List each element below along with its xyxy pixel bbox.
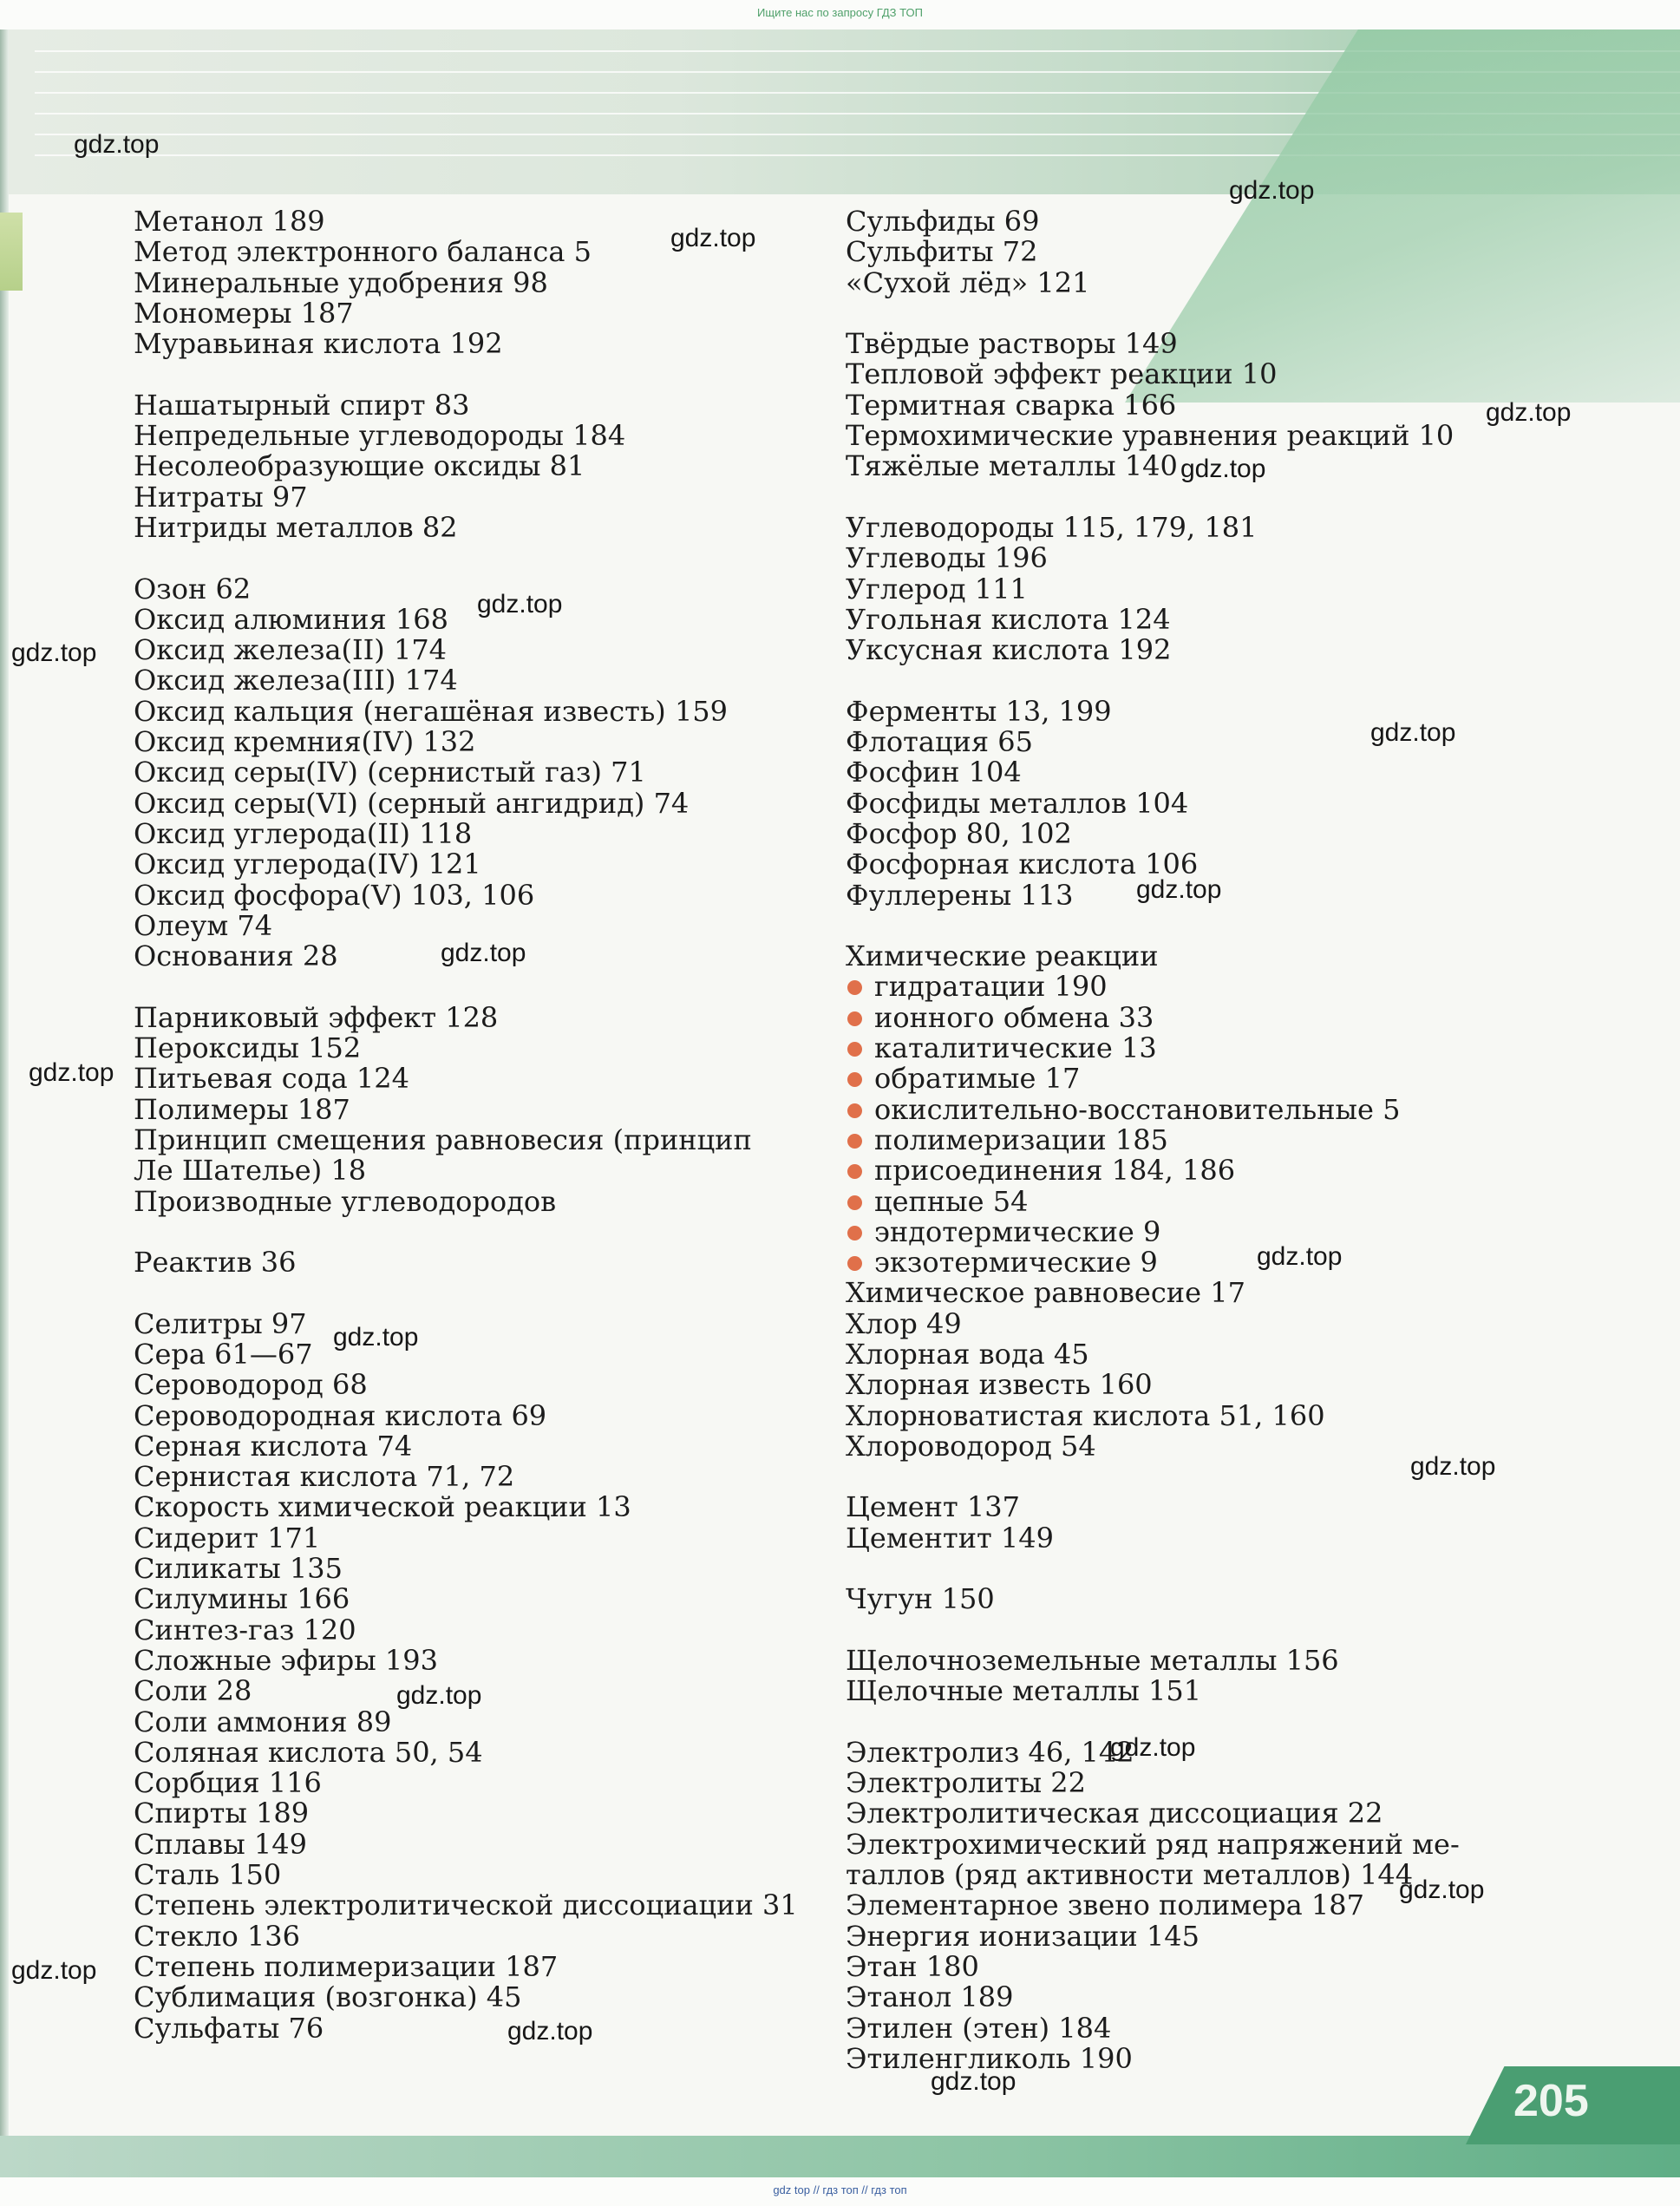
index-subentry-text: ионного обмена 33 xyxy=(874,1000,1154,1034)
index-entry: Ле Шателье) 18 xyxy=(134,1154,367,1188)
index-entry: Угольная кислота 124 xyxy=(846,602,1171,636)
group-gap xyxy=(134,1278,798,1308)
bullet-icon xyxy=(847,1195,862,1210)
bottom-banner xyxy=(0,2177,1680,2206)
index-entry: Оксид железа(II) 174 xyxy=(134,633,448,667)
index-entry: Оксид углерода(II) 118 xyxy=(134,816,473,850)
watermark: gdz.top xyxy=(74,130,160,159)
index-subentry xyxy=(846,1247,1460,1278)
index-entry: Олеум 74 xyxy=(134,908,273,942)
index-subentry xyxy=(846,1000,1460,1034)
index-subentry-text: цепные 54 xyxy=(874,1184,1029,1218)
group-gap xyxy=(134,1217,798,1247)
index-entry: Основания 28 xyxy=(134,939,338,973)
index-entry: Термитная сварка 166 xyxy=(846,388,1177,422)
index-entry: Сложные эфиры 193 xyxy=(134,1643,438,1677)
index-entry: Полимеры 187 xyxy=(134,1092,350,1126)
index-entry: Щелочные металлы 151 xyxy=(846,1674,1202,1708)
index-entry: Соляная кислота 50, 54 xyxy=(134,1735,483,1769)
index-entry: Сублимация (возгонка) 45 xyxy=(134,1980,522,2014)
watermark: gdz.top xyxy=(1229,176,1315,205)
index-entry: Углеводороды 115, 179, 181 xyxy=(846,510,1258,544)
index-entry: Хлороводород 54 xyxy=(846,1429,1096,1463)
index-entry: Минеральные удобрения 98 xyxy=(134,265,548,299)
watermark: gdz.top xyxy=(1370,718,1456,747)
watermark: gdz.top xyxy=(1486,398,1572,427)
index-entry: Парниковый эффект 128 xyxy=(134,1000,499,1034)
index-subentry xyxy=(846,1033,1460,1064)
index-entry: Соли 28 xyxy=(134,1674,252,1708)
index-entry: Химическое равновесие 17 xyxy=(846,1276,1245,1310)
index-entry: Сера 61—67 xyxy=(134,1337,313,1371)
index-entry: Оксид железа(III) 174 xyxy=(134,664,458,697)
index-entry: Мономеры 187 xyxy=(134,296,354,330)
index-entry: Углерод 111 xyxy=(846,572,1028,606)
bullet-icon xyxy=(847,1256,862,1271)
index-left-column xyxy=(134,206,798,2044)
index-entry: Пероксиды 152 xyxy=(134,1031,362,1065)
group-gap xyxy=(846,665,1460,696)
index-subentry xyxy=(846,1155,1460,1186)
bottom-banner-text: gdz top // гдз топ // гдз топ xyxy=(773,2183,907,2196)
index-entry: Муравьиная кислота 192 xyxy=(134,327,503,361)
index-subentry-text: каталитические 13 xyxy=(874,1031,1157,1065)
index-entry: Степень полимеризации 187 xyxy=(134,1949,559,1983)
index-entry: таллов (ряд активности металлов) 144 xyxy=(846,1858,1414,1892)
bullet-icon xyxy=(847,1134,862,1149)
index-entry: Питьевая сода 124 xyxy=(134,1062,409,1096)
index-entry: Силикаты 135 xyxy=(134,1552,343,1586)
index-right-column xyxy=(846,206,1460,2074)
watermark: gdz.top xyxy=(333,1323,419,1352)
index-subentry xyxy=(846,1092,1460,1126)
index-entry: Щелочноземельные металлы 156 xyxy=(846,1643,1339,1677)
index-entry: Уксусная кислота 192 xyxy=(846,633,1172,667)
bullet-icon xyxy=(847,1103,862,1118)
bullet-icon xyxy=(847,1072,862,1087)
index-entry: Твёрдые растворы 149 xyxy=(846,327,1178,361)
index-entry: Нитриды металлов 82 xyxy=(134,510,458,544)
bullet-icon xyxy=(847,1011,862,1026)
index-entry: Сульфаты 76 xyxy=(134,2011,324,2045)
index-subentry xyxy=(846,1125,1460,1155)
index-entry: Степень электролитической диссоциации 31 xyxy=(134,1889,798,1922)
index-entry: Селитры 97 xyxy=(134,1306,307,1340)
watermark: gdz.top xyxy=(1110,1733,1196,1762)
index-entry: Стекло 136 xyxy=(134,1919,300,1953)
index-subentry xyxy=(846,1184,1460,1218)
index-subentry xyxy=(846,1064,1460,1094)
index-entry: Сероводород 68 xyxy=(134,1368,368,1402)
index-subentry-text: гидратации 190 xyxy=(874,970,1108,1004)
index-entry: Сплавы 149 xyxy=(134,1827,307,1861)
index-entry: Термохимические уравнения реакций 10 xyxy=(846,419,1454,453)
index-entry: Нитраты 97 xyxy=(134,480,308,514)
chapter-tab xyxy=(0,213,23,291)
watermark: gdz.top xyxy=(1399,1875,1485,1904)
bullet-icon xyxy=(847,1164,862,1179)
index-entry: Фосфиды металлов 104 xyxy=(846,786,1189,820)
index-entry: Сталь 150 xyxy=(134,1858,282,1892)
group-gap xyxy=(846,911,1460,941)
index-entry: Фосфор 80, 102 xyxy=(846,816,1072,850)
index-entry: Несолеобразующие оксиды 81 xyxy=(134,449,585,483)
index-entry: Нашатырный спирт 83 xyxy=(134,388,470,422)
top-banner-text: Ищите нас по запросу ГДЗ ТОП xyxy=(757,6,923,19)
page-number: 205 xyxy=(1513,2076,1589,2126)
index-subentry-text: окислительно-восстановительные 5 xyxy=(874,1092,1401,1126)
bullet-icon xyxy=(847,1042,862,1057)
watermark: gdz.top xyxy=(29,1058,114,1087)
index-entry: Фуллерены 113 xyxy=(846,878,1074,912)
index-entry: Электролиты 22 xyxy=(846,1766,1086,1800)
index-entry: Сорбция 116 xyxy=(134,1766,322,1800)
index-entry: Электрохимический ряд напряжений ме- xyxy=(846,1827,1460,1861)
group-gap xyxy=(846,298,1460,329)
index-entry: Фосфин 104 xyxy=(846,756,1022,789)
index-entry: Этан 180 xyxy=(846,1949,979,1983)
index-entry: Оксид углерода(IV) 121 xyxy=(134,848,481,881)
index-entry: Тяжёлые металлы 140 xyxy=(846,449,1178,483)
index-subentry xyxy=(846,972,1460,1002)
index-entry: Оксид кремния(IV) 132 xyxy=(134,725,476,759)
index-entry: Серная кислота 74 xyxy=(134,1429,413,1463)
watermark: gdz.top xyxy=(1136,875,1222,904)
page-edge xyxy=(0,29,9,2177)
index-entry: Непредельные углеводороды 184 xyxy=(134,419,626,453)
watermark: gdz.top xyxy=(11,1956,97,1985)
index-entry: Сернистая кислота 71, 72 xyxy=(134,1460,515,1494)
index-subentry-text: эндотермические 9 xyxy=(874,1214,1161,1248)
group-gap xyxy=(846,1615,1460,1646)
index-entry: Реактив 36 xyxy=(134,1246,297,1280)
index-subentry-text: экзотермические 9 xyxy=(874,1246,1158,1280)
index-entry: Силумины 166 xyxy=(134,1582,350,1616)
index-entry: Углеводы 196 xyxy=(846,541,1048,575)
index-entry: Химические реакции xyxy=(846,939,1159,973)
index-entry: Озон 62 xyxy=(134,572,252,606)
index-entry: Синтез-газ 120 xyxy=(134,1613,356,1646)
index-entry: Электролитическая диссоциация 22 xyxy=(846,1797,1383,1830)
index-entry: Спирты 189 xyxy=(134,1797,310,1830)
watermark: gdz.top xyxy=(931,2067,1016,2096)
index-entry: Энергия ионизации 145 xyxy=(846,1919,1200,1953)
group-gap xyxy=(134,359,798,389)
group-gap xyxy=(846,1554,1460,1584)
watermark: gdz.top xyxy=(670,224,756,252)
index-entry: Производные углеводородов xyxy=(134,1184,557,1218)
index-subentry-text: обратимые 17 xyxy=(874,1062,1081,1096)
index-entry: Этиленгликоль 190 xyxy=(846,2041,1133,2075)
group-gap xyxy=(846,1462,1460,1492)
index-entry: Оксид алюминия 168 xyxy=(134,602,448,636)
index-entry: «Сухой лёд» 121 xyxy=(846,265,1090,299)
index-subentry-text: полимеризации 185 xyxy=(874,1123,1168,1156)
index-entry: Цементит 149 xyxy=(846,1521,1054,1555)
index-entry: Сероводородная кислота 69 xyxy=(134,1398,547,1432)
index-entry: Цемент 137 xyxy=(846,1490,1020,1524)
index-entry: Ферменты 13, 199 xyxy=(846,694,1112,728)
index-entry: Тепловой эффект реакции 10 xyxy=(846,357,1278,391)
index-entry: Сульфиды 69 xyxy=(846,205,1040,238)
bullet-icon xyxy=(847,1226,862,1240)
index-entry: Хлорная известь 160 xyxy=(846,1368,1153,1402)
index-entry: Оксид фосфора(V) 103, 106 xyxy=(134,878,535,912)
top-banner xyxy=(0,0,1680,29)
index-entry: Фосфорная кислота 106 xyxy=(846,848,1199,881)
group-gap xyxy=(134,543,798,573)
index-entry: Сидерит 171 xyxy=(134,1521,321,1555)
index-entry: Хлор 49 xyxy=(846,1306,962,1340)
index-entry: Оксид серы(IV) (сернистый газ) 71 xyxy=(134,756,646,789)
group-gap xyxy=(846,482,1460,513)
index-entry: Соли аммония 89 xyxy=(134,1705,392,1738)
watermark: gdz.top xyxy=(1180,455,1266,483)
index-entry: Метод электронного баланса 5 xyxy=(134,235,592,269)
index-entry: Оксид серы(VI) (серный ангидрид) 74 xyxy=(134,786,690,820)
watermark: gdz.top xyxy=(11,638,97,667)
index-subentry-text: присоединения 184, 186 xyxy=(874,1154,1236,1188)
index-entry: Флотация 65 xyxy=(846,725,1033,759)
watermark: gdz.top xyxy=(507,2017,593,2046)
index-entry: Сульфиты 72 xyxy=(846,235,1038,269)
index-entry: Этилен (этен) 184 xyxy=(846,2011,1112,2045)
index-entry: Элементарное звено полимера 187 xyxy=(846,1889,1364,1922)
index-entry: Скорость химической реакции 13 xyxy=(134,1490,631,1524)
watermark: gdz.top xyxy=(441,939,526,967)
index-entry: Электролиз 46, 142 xyxy=(846,1735,1134,1769)
watermark: gdz.top xyxy=(1257,1242,1343,1271)
index-entry: Хлорная вода 45 xyxy=(846,1337,1089,1371)
watermark: gdz.top xyxy=(477,590,563,619)
bullet-icon xyxy=(847,980,862,995)
group-gap xyxy=(134,972,798,1002)
index-entry: Принцип смещения равновесия (принцип xyxy=(134,1123,752,1156)
index-entry: Хлорноватистая кислота 51, 160 xyxy=(846,1398,1325,1432)
index-subentry xyxy=(846,1214,1460,1248)
index-entry: Оксид кальция (негашёная известь) 159 xyxy=(134,694,729,728)
index-entry: Метанол 189 xyxy=(134,205,325,238)
watermark: gdz.top xyxy=(396,1681,482,1710)
footer-decoration xyxy=(0,2136,1680,2177)
watermark: gdz.top xyxy=(1410,1452,1496,1481)
index-entry: Чугун 150 xyxy=(846,1582,995,1616)
index-entry: Этанол 189 xyxy=(846,1980,1014,2014)
